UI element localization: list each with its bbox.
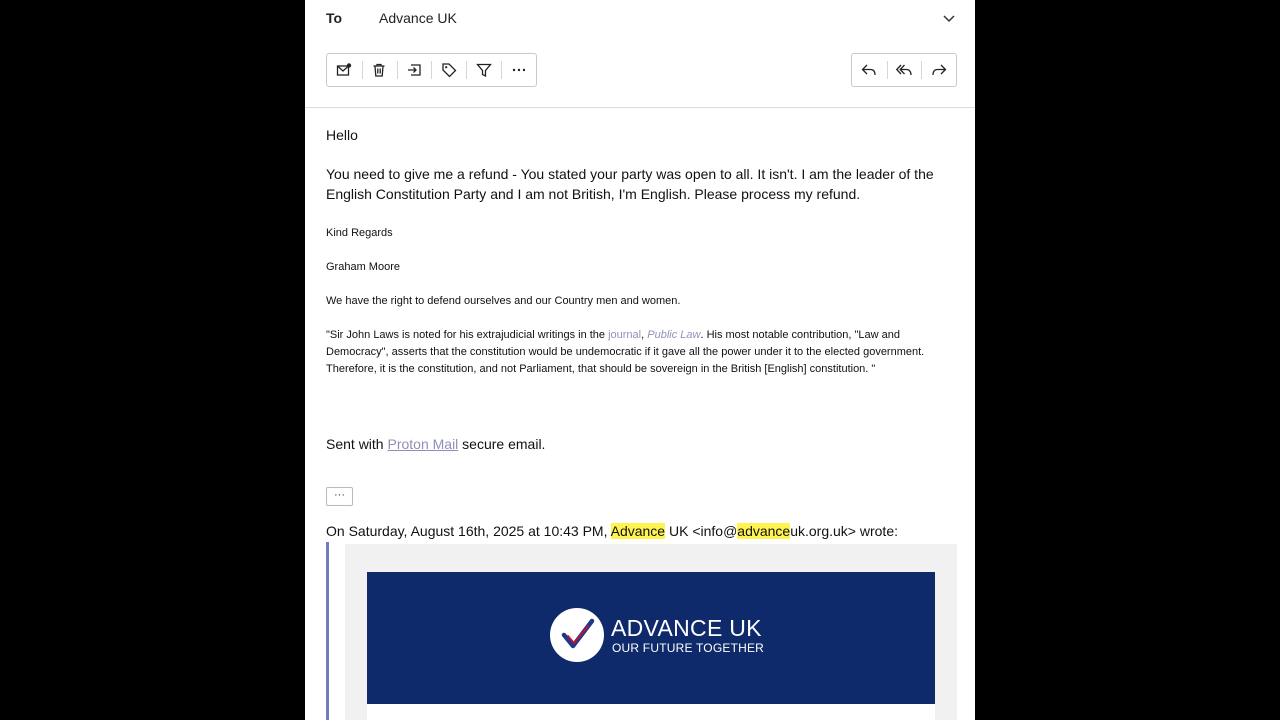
forward-button[interactable] <box>921 54 956 86</box>
advance-uk-banner <box>367 572 935 704</box>
reply-all-icon <box>896 62 912 78</box>
wrote-mid: UK <info@ <box>665 523 738 539</box>
sent-with-line <box>326 436 545 452</box>
move-button[interactable] <box>397 54 432 86</box>
highlight-advance-email: advance <box>737 523 791 539</box>
banner-bottom-strip <box>367 704 935 720</box>
logo-circle <box>550 608 604 662</box>
more-actions-button[interactable] <box>501 54 536 86</box>
reply-icon <box>861 62 877 78</box>
checkmark-logo-icon <box>557 615 597 655</box>
wrote-suffix: uk.org.uk> wrote: <box>790 523 898 539</box>
journal-link[interactable]: journal <box>608 329 642 341</box>
reply-toolbar <box>851 53 957 87</box>
brand-title: ADVANCE UK <box>611 615 762 641</box>
filter-button[interactable] <box>466 54 501 86</box>
filter-icon <box>476 62 492 78</box>
quoted-header <box>326 523 898 539</box>
recipient-name[interactable]: Advance UK <box>379 10 457 26</box>
mark-unread-button[interactable] <box>327 54 362 86</box>
reply-all-button[interactable] <box>887 54 922 86</box>
closing: Kind Regards <box>326 227 393 239</box>
body-paragraph: You need to give me a refund - You stated your party was open to all. It isn't. I am the leader of the English Constitution Party and I am not British, I'm English. Please process my refund. <box>326 166 934 202</box>
brand-subtitle: OUR FUTURE TOGETHER <box>612 641 765 655</box>
more-icon <box>511 62 527 78</box>
email-viewer <box>305 0 975 720</box>
header-divider <box>305 107 975 108</box>
mark-unread-icon <box>336 62 352 78</box>
proton-mail-link[interactable]: Proton Mail <box>387 436 459 452</box>
signature-line: We have the right to defend ourselves and our Country men and women. <box>326 295 681 307</box>
chevron-down-icon[interactable] <box>941 10 957 26</box>
greeting: Hello <box>326 127 358 143</box>
label-button[interactable] <box>431 54 466 86</box>
show-quoted-button[interactable]: ··· <box>326 487 353 506</box>
move-icon <box>406 62 422 78</box>
forward-icon <box>931 62 947 78</box>
sent-prefix: Sent with <box>326 436 388 452</box>
recipient-row[interactable] <box>305 0 975 36</box>
sent-suffix: secure email. <box>458 436 546 452</box>
quote-text-start: "Sir John Laws is noted for his extrajudicial writings in the <box>326 329 609 341</box>
quote-comma: , <box>641 329 648 341</box>
message-actions-toolbar <box>326 53 537 87</box>
wrote-prefix: On Saturday, August 16th, 2025 at 10:43 PM, <box>326 523 611 539</box>
to-label: To <box>326 10 343 26</box>
signature-quote <box>326 327 956 378</box>
delete-button[interactable] <box>362 54 397 86</box>
label-icon <box>441 62 457 78</box>
highlight-advance: Advance <box>610 523 666 539</box>
quote-text-rest: . His most notable contribution, "Law and Democracy", asserts that the constitution would be undemocratic if it gave all the power under it to the elected government. Therefore, it is the constitution, and not Parliament, that should be sovereign in the British [English] constitution. " <box>326 329 925 375</box>
signature-name: Graham Moore <box>326 261 400 273</box>
public-law-link[interactable]: Public Law <box>647 329 701 341</box>
blockquote-bar <box>326 542 329 720</box>
trash-icon <box>371 62 387 78</box>
reply-button[interactable] <box>852 54 887 86</box>
